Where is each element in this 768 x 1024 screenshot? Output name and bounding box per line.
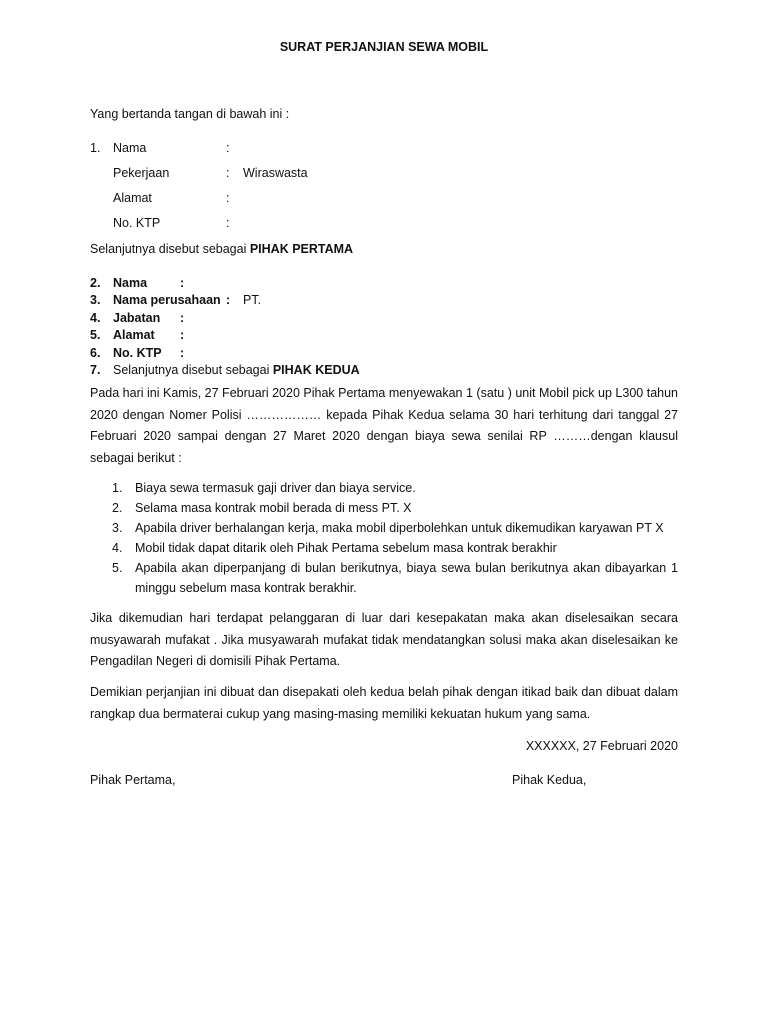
party2-value-company: PT.	[243, 293, 262, 307]
party1-closing	[90, 241, 353, 257]
clause-text: Mobil tidak dapat ditarik oleh Pihak Pertama sebelum masa kontrak berakhir	[135, 541, 557, 555]
clause-text: Apabila driver berhalangan kerja, maka mobil diperbolehkan untuk dikemudikan karyawan PT X	[135, 521, 664, 535]
closing-paragraph: Demikian perjanjian ini dibuat dan disepakati oleh kedua belah pihak dengan itikad baik dan dibuat dalam rangkap dua bermaterai cukup yang masing-masing memiliki kekuatan hukum yang sama.	[90, 685, 678, 721]
party2-closing-role: PIHAK KEDUA	[272, 363, 360, 377]
party1-sep-name: :	[226, 141, 230, 155]
signature-left-label: Pihak Pertama,	[90, 773, 176, 787]
document-title: SURAT PERJANJIAN SEWA MOBIL	[279, 40, 489, 54]
party2-num-company: 3.	[90, 293, 101, 307]
intro-text: Yang bertanda tangan di bawah ini :	[90, 107, 290, 121]
party2-label-company: Nama perusahaan	[113, 293, 221, 307]
party1-sep-address: :	[226, 191, 230, 205]
party2-label-name: Nama	[113, 276, 148, 290]
party2-closing	[113, 362, 360, 378]
party2-sep-company: :	[226, 293, 231, 307]
clause-item	[112, 518, 678, 538]
party2-sep-address: :	[180, 328, 185, 342]
party1-closing-role: PIHAK PERTAMA	[249, 242, 354, 256]
party2-sep-ktp: :	[180, 346, 185, 360]
dispute-paragraph: Jika dikemudian hari terdapat pelanggaran di luar dari kesepakatan maka akan diselesaikan secara musyawarah mufakat . Jika musyawarah mufakat tidak mendatangkan solusi maka akan diselesaikan ke Pengadilan Negeri di domisili Pihak Pertama.	[90, 611, 678, 668]
party2-sep-name: :	[180, 276, 185, 290]
party1-label-name: Nama	[113, 141, 147, 155]
party2-label-address: Alamat	[113, 328, 155, 342]
party1-label-ktp: No. KTP	[113, 216, 161, 230]
clause-number: 3.	[112, 521, 123, 535]
clause-item	[112, 478, 678, 498]
clause-text: Selama masa kontrak mobil berada di mess PT. X	[135, 501, 412, 515]
party2-num-position: 4.	[90, 311, 101, 325]
party2-num-address: 5.	[90, 328, 101, 342]
clause-item	[112, 538, 678, 558]
clause-number: 5.	[112, 561, 123, 575]
party1-label-address: Alamat	[113, 191, 152, 205]
party2-num-ktp: 6.	[90, 346, 101, 360]
party1-number: 1.	[90, 141, 101, 155]
signature-right-label: Pihak Kedua,	[512, 773, 587, 787]
party1-sep-job: :	[226, 166, 230, 180]
party1-label-job: Pekerjaan	[113, 166, 170, 180]
party2-num-name: 2.	[90, 276, 101, 290]
party2-closing-num: 7.	[90, 363, 101, 377]
party1-sep-ktp: :	[226, 216, 230, 230]
clause-number: 4.	[112, 541, 123, 555]
party1-value-job: Wiraswasta	[243, 166, 308, 180]
place-date: XXXXXX, 27 Februari 2020	[525, 739, 678, 753]
agreement-paragraph: Pada hari ini Kamis, 27 Februari 2020 Pihak Pertama menyewakan 1 (satu ) unit Mobil pick up L300 tahun 2020 dengan Nomer Polisi ……………… kepada Pihak Kedua selama 30 hari terhitung dari tanggal 27 Februari 2020 sampai dengan 27 Maret 2020 dengan biaya sewa senilai RP ………dengan klausul sebagai berikut :	[90, 386, 678, 465]
clause-text: Apabila akan diperpanjang di bulan berikutnya, biaya sewa bulan berikutnya akan dibayarkan 1 minggu sebelum masa kontrak berakhir.	[135, 561, 678, 595]
party1-closing-prefix: Selanjutnya disebut sebagai	[90, 242, 250, 256]
clause-item	[112, 498, 678, 518]
party2-label-position: Jabatan	[113, 311, 161, 325]
clause-text: Biaya sewa termasuk gaji driver dan biaya service.	[135, 481, 416, 495]
party2-closing-prefix: Selanjutnya disebut sebagai	[113, 363, 273, 377]
party2-label-ktp: No. KTP	[113, 346, 162, 360]
clause-number: 2.	[112, 501, 123, 515]
party2-sep-position: :	[180, 311, 185, 325]
clause-number: 1.	[112, 481, 123, 495]
clause-item	[112, 558, 678, 598]
